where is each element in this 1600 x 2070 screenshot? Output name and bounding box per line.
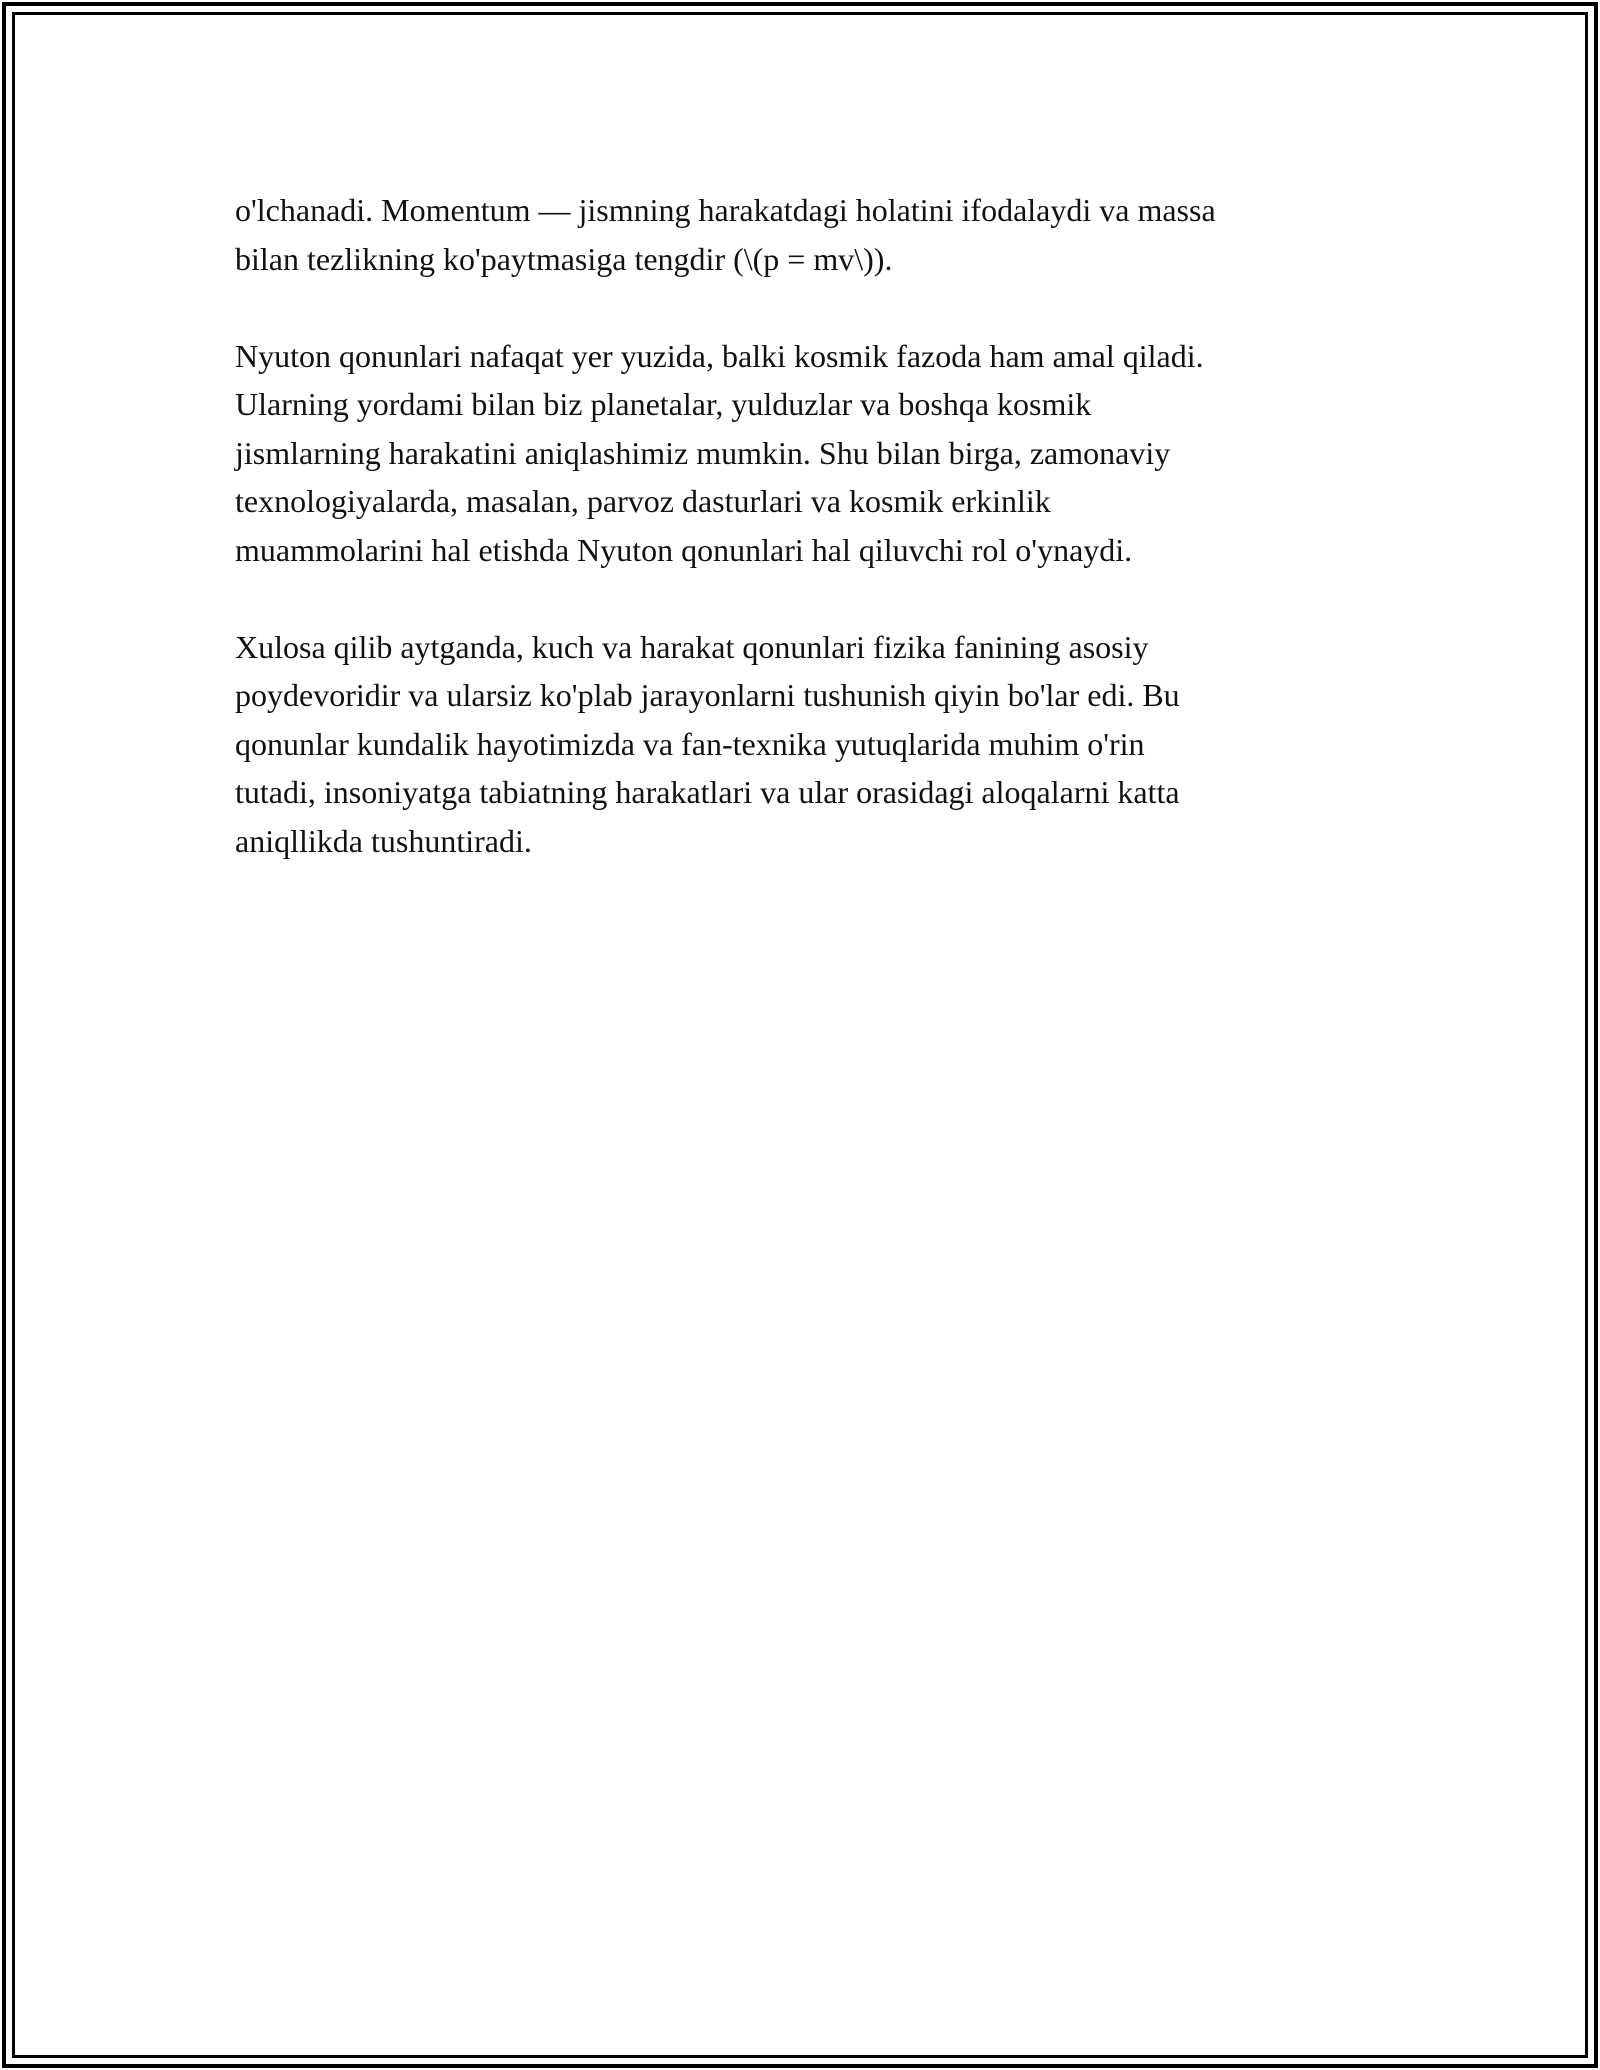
paragraph-momentum: o'lchanadi. Momentum — jismning harakatdagi holatini ifodalaydi va massa bilan tezlikning ko'paytmasiga tengdir (\(p = mv\)).: [235, 192, 1216, 277]
document-body: [235, 186, 1385, 914]
paragraph-newton-space: Nyuton qonunlari nafaqat yer yuzida, balki kosmik fazoda ham amal qiladi. Ularning yordami bilan biz planetalar, yulduzlar va boshqa kosmik jismlarning harakatini aniqlashimiz mumkin. Shu bilan birga, zamonaviy texnologiyalarda, masalan, parvoz dasturlari va kosmik erkinlik muammolarini hal etishda Nyuton qonunlari hal qiluvchi rol o'ynaydi.: [235, 337, 1204, 568]
paragraph-conclusion: Xulosa qilib aytganda, kuch va harakat qonunlari fizika fanining asosiy poydevoridir va ularsiz ko'plab jarayonlarni tushunish qiyin bo'lar edi. Bu qonunlar kundalik hayotimizda va fan-texnika yutuqlarida muhim o'rin tutadi, insoniyatga tabiatning harakatlari va ular orasidagi aloqalarni katta aniqllikda tushuntiradi.: [235, 628, 1180, 859]
